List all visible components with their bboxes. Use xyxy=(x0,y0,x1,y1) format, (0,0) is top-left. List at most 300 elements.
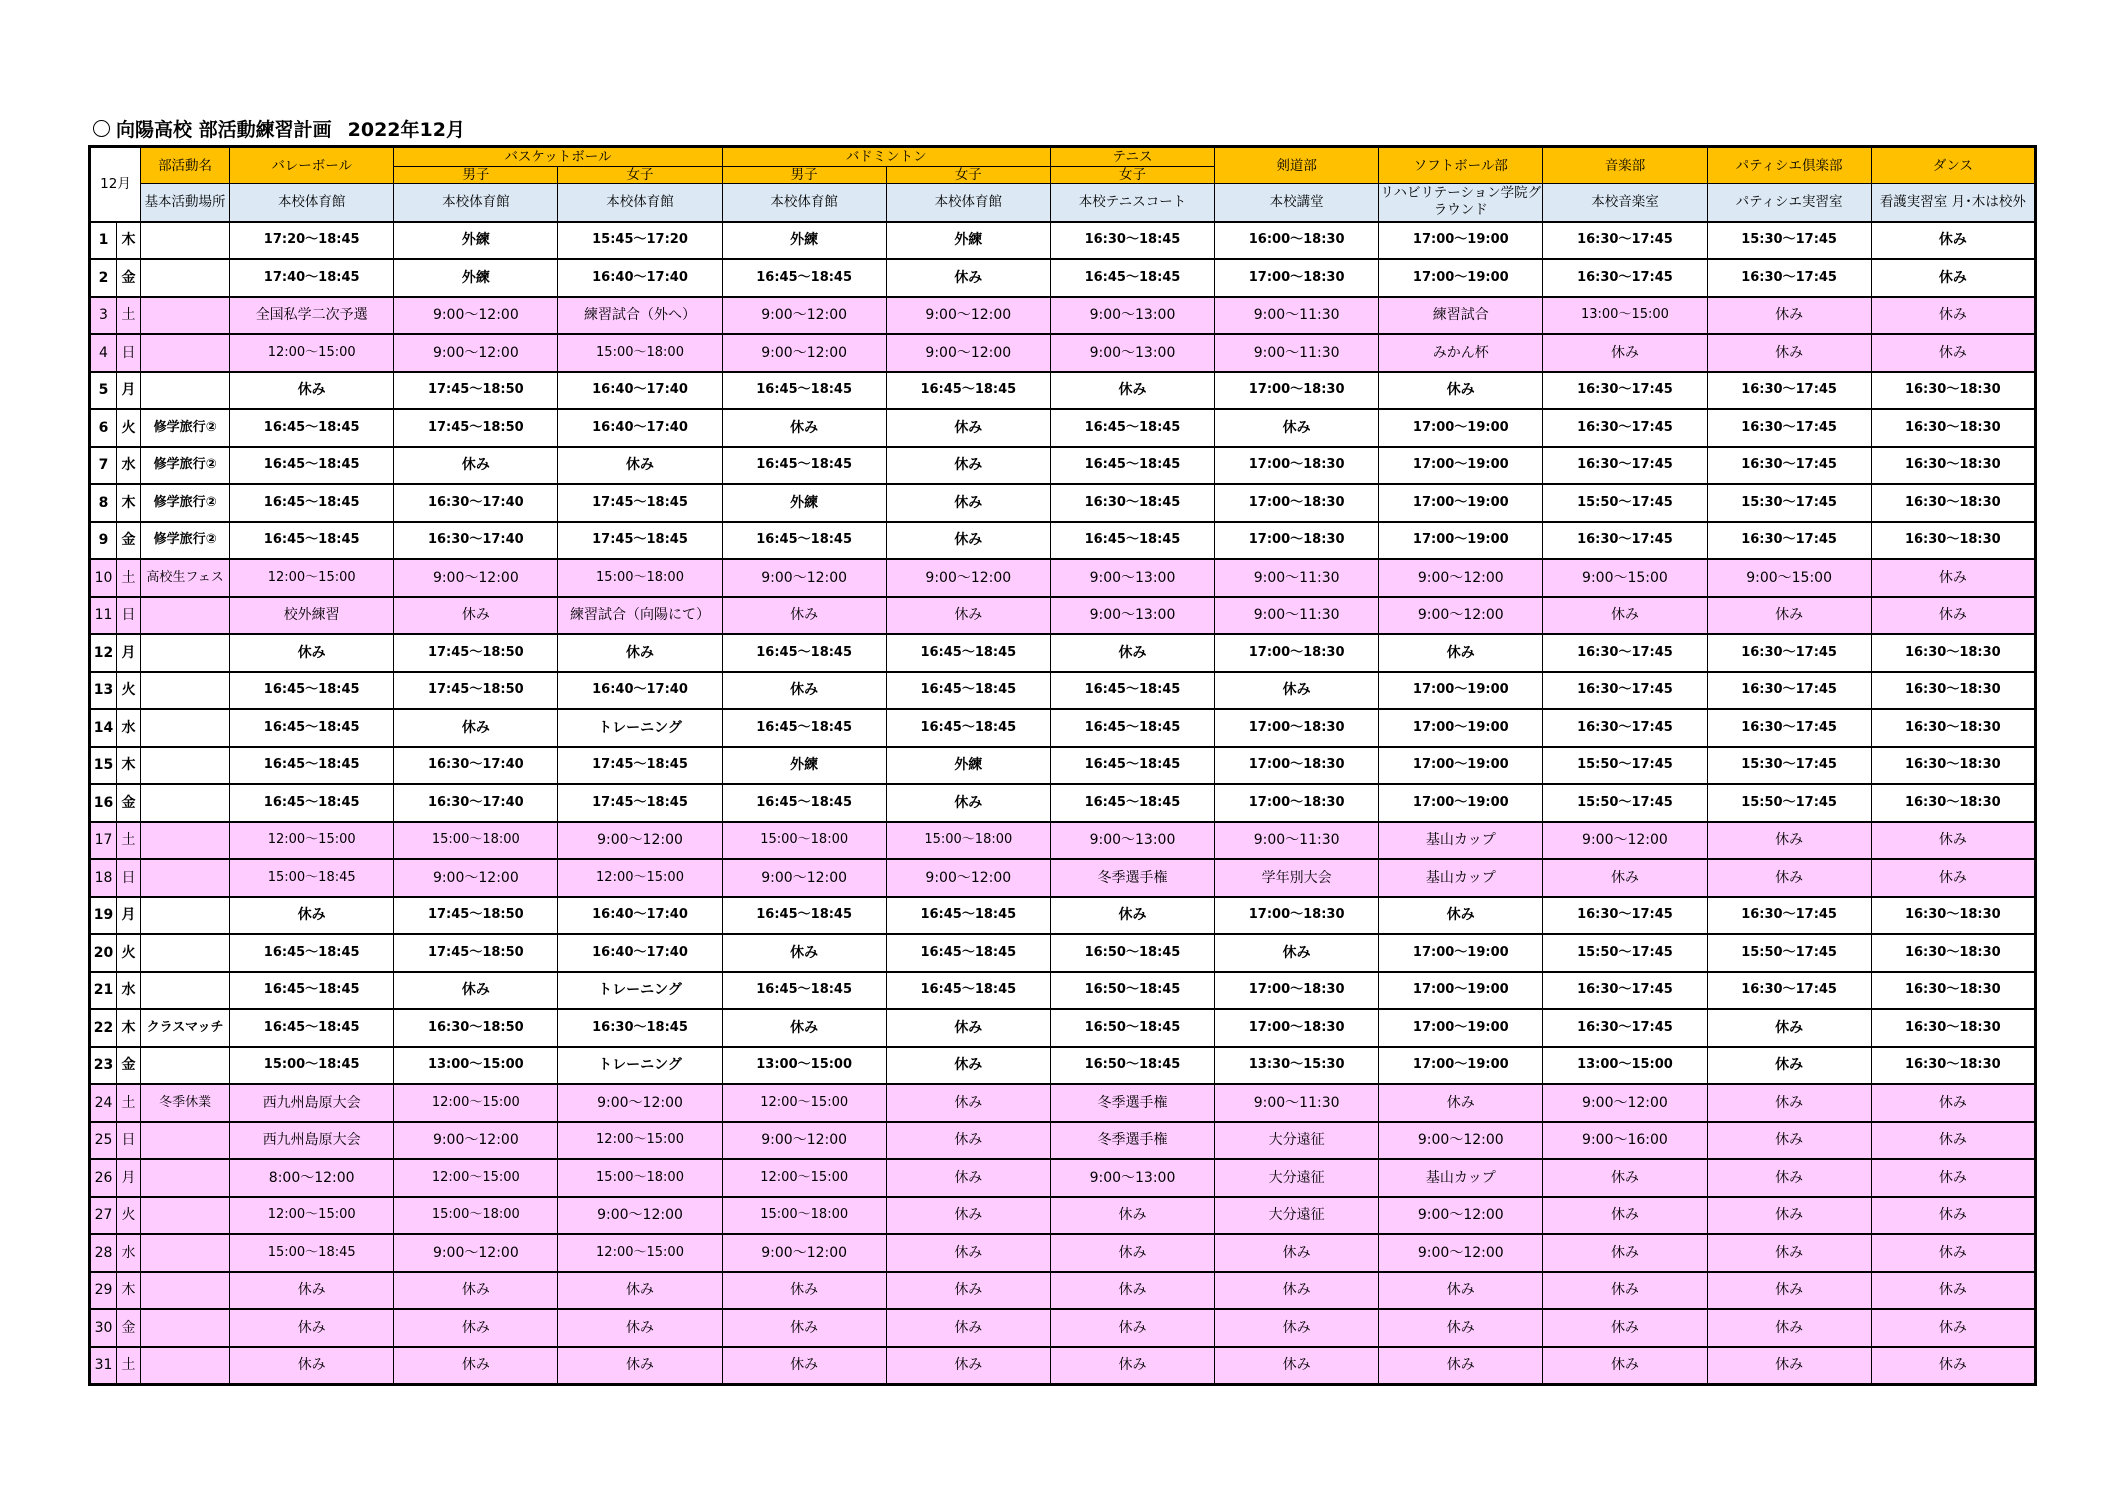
event-cell xyxy=(141,259,230,297)
time-cell: 16:45～18:45 xyxy=(1050,447,1214,485)
schedule-row xyxy=(90,1234,2036,1272)
event-cell xyxy=(141,1309,230,1347)
time-cell: 休み xyxy=(886,784,1050,822)
time-cell: 休み xyxy=(886,484,1050,522)
time-cell: 基山カップ xyxy=(1379,822,1543,860)
schedule-row xyxy=(90,447,2036,485)
time-cell: 12:00～15:00 xyxy=(230,334,394,372)
time-cell: 17:00～19:00 xyxy=(1379,222,1543,260)
time-cell: 休み xyxy=(1543,597,1707,635)
time-cell: 17:00～19:00 xyxy=(1379,409,1543,447)
club-dance: ダンス xyxy=(1871,147,2035,184)
time-cell: 16:50～18:45 xyxy=(1050,1009,1214,1047)
time-cell: 休み xyxy=(1379,372,1543,410)
time-cell: 16:50～18:45 xyxy=(1050,972,1214,1010)
time-cell: 休み xyxy=(1050,1347,1214,1385)
time-cell: 16:45～18:45 xyxy=(886,709,1050,747)
time-cell: 休み xyxy=(558,634,722,672)
time-cell: 17:45～18:45 xyxy=(558,784,722,822)
schedule-row xyxy=(90,409,2036,447)
time-cell: みかん杯 xyxy=(1379,334,1543,372)
weekday-cell: 日 xyxy=(117,859,141,897)
time-cell: 17:45～18:50 xyxy=(394,672,558,710)
time-cell: 休み xyxy=(1050,372,1214,410)
time-cell: 休み xyxy=(1707,1084,1871,1122)
time-cell: 休み xyxy=(1871,222,2035,260)
time-cell: 休み xyxy=(886,1009,1050,1047)
time-cell: 9:00～11:30 xyxy=(1215,559,1379,597)
date-cell: 22 xyxy=(90,1009,117,1047)
time-cell: 16:45～18:45 xyxy=(1050,522,1214,560)
time-cell: 17:00～19:00 xyxy=(1379,709,1543,747)
time-cell: 15:00～18:00 xyxy=(558,559,722,597)
time-cell: 9:00～12:00 xyxy=(722,1122,886,1160)
time-cell: 15:50～17:45 xyxy=(1707,934,1871,972)
time-cell: 9:00～12:00 xyxy=(394,1234,558,1272)
time-cell: 17:00～18:30 xyxy=(1215,972,1379,1010)
time-cell: 15:00～18:00 xyxy=(394,1197,558,1235)
date-cell: 28 xyxy=(90,1234,117,1272)
time-cell: 16:30～18:30 xyxy=(1871,484,2035,522)
time-cell: 9:00～11:30 xyxy=(1215,822,1379,860)
time-cell: 大分遠征 xyxy=(1215,1122,1379,1160)
time-cell: 16:30～17:40 xyxy=(394,484,558,522)
location-cell: 本校音楽室 xyxy=(1543,184,1707,222)
time-cell: 16:45～18:45 xyxy=(230,672,394,710)
time-cell: 16:30～17:45 xyxy=(1543,634,1707,672)
time-cell: 16:30～17:45 xyxy=(1707,672,1871,710)
schedule-row xyxy=(90,634,2036,672)
location-cell: 本校体育館 xyxy=(722,184,886,222)
event-cell xyxy=(141,1122,230,1160)
time-cell: 17:00～19:00 xyxy=(1379,747,1543,785)
time-cell: 16:45～18:45 xyxy=(1050,259,1214,297)
time-cell: 16:30～18:30 xyxy=(1871,709,2035,747)
circle-icon xyxy=(93,120,110,137)
time-cell: 16:45～18:45 xyxy=(722,522,886,560)
event-cell: 修学旅行② xyxy=(141,409,230,447)
time-cell: 9:00～12:00 xyxy=(722,859,886,897)
time-cell: 9:00～12:00 xyxy=(1543,822,1707,860)
weekday-cell: 土 xyxy=(117,297,141,335)
weekday-cell: 水 xyxy=(117,447,141,485)
time-cell: 16:30～18:30 xyxy=(1871,447,2035,485)
schedule-row xyxy=(90,934,2036,972)
time-cell: 17:00～19:00 xyxy=(1379,1047,1543,1085)
time-cell: 12:00～15:00 xyxy=(558,859,722,897)
time-cell: 休み xyxy=(722,409,886,447)
time-cell: 休み xyxy=(1379,1084,1543,1122)
time-cell: 16:30～17:45 xyxy=(1543,259,1707,297)
time-cell: 休み xyxy=(1543,334,1707,372)
time-cell: 17:40～18:45 xyxy=(230,259,394,297)
schedule-row xyxy=(90,1047,2036,1085)
time-cell: 16:30～18:30 xyxy=(1871,897,2035,935)
event-cell xyxy=(141,822,230,860)
document-title xyxy=(93,115,465,145)
time-cell: 9:00～12:00 xyxy=(886,559,1050,597)
time-cell: 休み xyxy=(1707,1122,1871,1160)
time-cell: 15:30～17:45 xyxy=(1707,484,1871,522)
time-cell: 16:30～17:45 xyxy=(1707,372,1871,410)
date-cell: 7 xyxy=(90,447,117,485)
location-cell: 本校体育館 xyxy=(394,184,558,222)
schedule-row xyxy=(90,522,2036,560)
time-cell: 休み xyxy=(1050,897,1214,935)
time-cell: 17:00～18:30 xyxy=(1215,1009,1379,1047)
time-cell: 休み xyxy=(558,1309,722,1347)
time-cell: 12:00～15:00 xyxy=(394,1084,558,1122)
event-cell xyxy=(141,634,230,672)
club-patissier: パティシエ倶楽部 xyxy=(1707,147,1871,184)
time-cell: 休み xyxy=(1707,597,1871,635)
time-cell: 16:30～18:30 xyxy=(1871,1047,2035,1085)
time-cell: 15:00～18:45 xyxy=(230,1234,394,1272)
time-cell: 休み xyxy=(1871,597,2035,635)
time-cell: 休み xyxy=(230,1272,394,1310)
schedule-row xyxy=(90,897,2036,935)
time-cell: 16:30～18:45 xyxy=(1050,222,1214,260)
time-cell: 休み xyxy=(1707,1309,1871,1347)
time-cell: 休み xyxy=(886,1234,1050,1272)
event-cell xyxy=(141,747,230,785)
time-cell: 16:40～17:40 xyxy=(558,372,722,410)
time-cell: 16:30～18:30 xyxy=(1871,747,2035,785)
weekday-cell: 火 xyxy=(117,409,141,447)
event-cell xyxy=(141,972,230,1010)
schedule-row xyxy=(90,972,2036,1010)
time-cell: 休み xyxy=(1379,634,1543,672)
time-cell: 16:00～18:30 xyxy=(1215,222,1379,260)
time-cell: 休み xyxy=(1871,1234,2035,1272)
time-cell: 休み xyxy=(1050,1309,1214,1347)
time-cell: 16:30～17:45 xyxy=(1543,1009,1707,1047)
time-cell: 12:00～15:00 xyxy=(722,1159,886,1197)
time-cell: 休み xyxy=(1871,1122,2035,1160)
location-cell: 本校体育館 xyxy=(230,184,394,222)
date-cell: 3 xyxy=(90,297,117,335)
time-cell: 15:00～18:00 xyxy=(722,1197,886,1235)
time-cell: 16:45～18:45 xyxy=(722,972,886,1010)
time-cell: 休み xyxy=(1215,409,1379,447)
time-cell: 16:45～18:45 xyxy=(230,709,394,747)
event-cell xyxy=(141,1159,230,1197)
weekday-cell: 火 xyxy=(117,934,141,972)
time-cell: 外練 xyxy=(722,747,886,785)
event-cell: 修学旅行② xyxy=(141,522,230,560)
time-cell: 13:00～15:00 xyxy=(1543,1047,1707,1085)
time-cell: 休み xyxy=(1871,559,2035,597)
time-cell: 休み xyxy=(230,634,394,672)
time-cell: 17:45～18:45 xyxy=(558,747,722,785)
date-cell: 23 xyxy=(90,1047,117,1085)
time-cell: 外練 xyxy=(886,222,1050,260)
time-cell: 休み xyxy=(1871,1309,2035,1347)
date-cell: 24 xyxy=(90,1084,117,1122)
time-cell: 全国私学二次予選 xyxy=(230,297,394,335)
location-cell: 本校体育館 xyxy=(886,184,1050,222)
time-cell: 15:00～18:45 xyxy=(230,1047,394,1085)
date-cell: 31 xyxy=(90,1347,117,1385)
time-cell: 16:45～18:45 xyxy=(230,972,394,1010)
weekday-cell: 月 xyxy=(117,1159,141,1197)
time-cell: 休み xyxy=(1215,1234,1379,1272)
time-cell: 17:00～18:30 xyxy=(1215,522,1379,560)
time-cell: 休み xyxy=(394,447,558,485)
time-cell: 9:00～12:00 xyxy=(394,859,558,897)
time-cell: 休み xyxy=(1707,1234,1871,1272)
time-cell: 9:00～12:00 xyxy=(394,334,558,372)
time-cell: 16:45～18:45 xyxy=(1050,672,1214,710)
time-cell: 16:45～18:45 xyxy=(886,634,1050,672)
event-cell: 冬季休業 xyxy=(141,1084,230,1122)
weekday-cell: 水 xyxy=(117,1234,141,1272)
time-cell: 15:50～17:45 xyxy=(1543,784,1707,822)
time-cell: 休み xyxy=(1871,1272,2035,1310)
date-cell: 4 xyxy=(90,334,117,372)
time-cell: 9:00～13:00 xyxy=(1050,822,1214,860)
time-cell: 冬季選手権 xyxy=(1050,1122,1214,1160)
weekday-cell: 水 xyxy=(117,972,141,1010)
time-cell: 休み xyxy=(1871,259,2035,297)
time-cell: 練習試合（外へ） xyxy=(558,297,722,335)
time-cell: 16:45～18:45 xyxy=(722,372,886,410)
time-cell: 13:30～15:30 xyxy=(1215,1047,1379,1085)
weekday-cell: 月 xyxy=(117,372,141,410)
time-cell: 9:00～12:00 xyxy=(886,297,1050,335)
time-cell: 12:00～15:00 xyxy=(394,1159,558,1197)
time-cell: 12:00～15:00 xyxy=(230,822,394,860)
time-cell: トレーニング xyxy=(558,709,722,747)
time-cell: 9:00～12:00 xyxy=(1543,1084,1707,1122)
event-cell xyxy=(141,1272,230,1310)
weekday-cell: 水 xyxy=(117,709,141,747)
time-cell: 休み xyxy=(394,709,558,747)
time-cell: 休み xyxy=(558,447,722,485)
time-cell: 9:00～12:00 xyxy=(1379,597,1543,635)
time-cell: 17:00～19:00 xyxy=(1379,972,1543,1010)
time-cell: 9:00～12:00 xyxy=(722,334,886,372)
time-cell: 16:30～17:45 xyxy=(1543,709,1707,747)
schedule-row xyxy=(90,747,2036,785)
time-cell: 休み xyxy=(1215,1347,1379,1385)
time-cell: 16:45～18:45 xyxy=(886,934,1050,972)
event-cell xyxy=(141,859,230,897)
title-school: 向陽高校 部活動練習計画 xyxy=(116,119,332,141)
time-cell: 17:45～18:50 xyxy=(394,897,558,935)
time-cell: 17:00～19:00 xyxy=(1379,934,1543,972)
time-cell: 休み xyxy=(1543,1197,1707,1235)
time-cell: 17:00～18:30 xyxy=(1215,897,1379,935)
time-cell: 9:00～12:00 xyxy=(558,1197,722,1235)
time-cell: 休み xyxy=(1707,334,1871,372)
time-cell: 16:30～17:45 xyxy=(1707,409,1871,447)
time-cell: 休み xyxy=(1543,1272,1707,1310)
time-cell: 16:45～18:45 xyxy=(886,972,1050,1010)
club-kendo: 剣道部 xyxy=(1215,147,1379,184)
time-cell: 16:30～17:45 xyxy=(1707,972,1871,1010)
event-cell: クラスマッチ xyxy=(141,1009,230,1047)
time-cell: 15:45～17:20 xyxy=(558,222,722,260)
time-cell: 休み xyxy=(1707,1009,1871,1047)
time-cell: 休み xyxy=(1050,1234,1214,1272)
time-cell: 休み xyxy=(886,447,1050,485)
schedule-row xyxy=(90,259,2036,297)
time-cell: 17:00～18:30 xyxy=(1215,259,1379,297)
time-cell: 16:45～18:45 xyxy=(230,447,394,485)
event-cell: 高校生フェス xyxy=(141,559,230,597)
practice-schedule-table xyxy=(88,145,2037,1386)
date-cell: 9 xyxy=(90,522,117,560)
time-cell: 16:45～18:45 xyxy=(1050,784,1214,822)
time-cell: 12:00～15:00 xyxy=(230,559,394,597)
time-cell: 13:00～15:00 xyxy=(722,1047,886,1085)
schedule-row xyxy=(90,1197,2036,1235)
weekday-cell: 月 xyxy=(117,897,141,935)
event-cell xyxy=(141,672,230,710)
weekday-cell: 金 xyxy=(117,1047,141,1085)
time-cell: 休み xyxy=(1215,672,1379,710)
time-cell: 9:00～12:00 xyxy=(558,822,722,860)
weekday-cell: 月 xyxy=(117,634,141,672)
date-cell: 19 xyxy=(90,897,117,935)
time-cell: 17:00～19:00 xyxy=(1379,522,1543,560)
event-cell xyxy=(141,709,230,747)
time-cell: 休み xyxy=(1707,297,1871,335)
time-cell: 16:30～18:30 xyxy=(1871,1009,2035,1047)
time-cell: 9:00～11:30 xyxy=(1215,334,1379,372)
date-cell: 29 xyxy=(90,1272,117,1310)
time-cell: 17:00～18:30 xyxy=(1215,372,1379,410)
time-cell: 休み xyxy=(230,1347,394,1385)
time-cell: 17:45～18:50 xyxy=(394,934,558,972)
time-cell: 16:45～18:45 xyxy=(230,934,394,972)
time-cell: 17:00～19:00 xyxy=(1379,259,1543,297)
schedule-row xyxy=(90,222,2036,260)
time-cell: 16:45～18:45 xyxy=(230,747,394,785)
weekday-cell: 金 xyxy=(117,1309,141,1347)
schedule-row xyxy=(90,1159,2036,1197)
date-cell: 30 xyxy=(90,1309,117,1347)
date-cell: 21 xyxy=(90,972,117,1010)
time-cell: 練習試合 xyxy=(1379,297,1543,335)
badminton-boys: 男子 xyxy=(722,167,886,184)
time-cell: 休み xyxy=(1215,1309,1379,1347)
weekday-cell: 日 xyxy=(117,1122,141,1160)
club-basketball: バスケットボール xyxy=(394,147,722,167)
time-cell: 休み xyxy=(1871,859,2035,897)
time-cell: 冬季選手権 xyxy=(1050,1084,1214,1122)
time-cell: 17:00～18:30 xyxy=(1215,784,1379,822)
time-cell: 休み xyxy=(1543,1159,1707,1197)
time-cell: 休み xyxy=(1050,634,1214,672)
time-cell: 休み xyxy=(1543,1234,1707,1272)
time-cell: 16:40～17:40 xyxy=(558,897,722,935)
time-cell: 9:00～12:00 xyxy=(1379,559,1543,597)
time-cell: 16:30～18:30 xyxy=(1871,972,2035,1010)
time-cell: 休み xyxy=(394,972,558,1010)
time-cell: 16:30～17:45 xyxy=(1543,897,1707,935)
time-cell: 校外練習 xyxy=(230,597,394,635)
time-cell: 16:30～18:30 xyxy=(1871,934,2035,972)
time-cell: 休み xyxy=(394,1309,558,1347)
time-cell: 休み xyxy=(886,1309,1050,1347)
time-cell: 13:00～15:00 xyxy=(394,1047,558,1085)
time-cell: 16:30～18:45 xyxy=(558,1009,722,1047)
time-cell: 15:00～18:00 xyxy=(722,822,886,860)
time-cell: 9:00～15:00 xyxy=(1543,559,1707,597)
time-cell: 16:30～18:30 xyxy=(1871,409,2035,447)
time-cell: 休み xyxy=(1543,1309,1707,1347)
time-cell: 休み xyxy=(1543,859,1707,897)
time-cell: 16:45～18:45 xyxy=(230,1009,394,1047)
time-cell: 休み xyxy=(230,897,394,935)
time-cell: 16:40～17:40 xyxy=(558,259,722,297)
time-cell: 16:45～18:45 xyxy=(886,672,1050,710)
time-cell: 外練 xyxy=(394,222,558,260)
weekday-cell: 金 xyxy=(117,259,141,297)
date-cell: 16 xyxy=(90,784,117,822)
time-cell: 休み xyxy=(1707,1159,1871,1197)
event-cell xyxy=(141,934,230,972)
time-cell: 16:30～17:45 xyxy=(1543,672,1707,710)
time-cell: 16:30～17:45 xyxy=(1543,447,1707,485)
time-cell: 休み xyxy=(722,1272,886,1310)
time-cell: 休み xyxy=(886,522,1050,560)
time-cell: トレーニング xyxy=(558,972,722,1010)
event-cell xyxy=(141,784,230,822)
schedule-row xyxy=(90,859,2036,897)
schedule-row xyxy=(90,672,2036,710)
time-cell: 16:30～17:40 xyxy=(394,747,558,785)
date-cell: 8 xyxy=(90,484,117,522)
time-cell: 16:30～17:45 xyxy=(1707,447,1871,485)
time-cell: 16:30～17:45 xyxy=(1543,522,1707,560)
time-cell: 15:00～18:00 xyxy=(886,822,1050,860)
schedule-row xyxy=(90,1009,2036,1047)
event-cell xyxy=(141,222,230,260)
club-badminton: バドミントン xyxy=(722,147,1050,167)
time-cell: 休み xyxy=(886,1047,1050,1085)
time-cell: 16:30～18:45 xyxy=(1050,484,1214,522)
time-cell: 9:00～12:00 xyxy=(558,1084,722,1122)
time-cell: 休み xyxy=(722,1347,886,1385)
time-cell: 休み xyxy=(1215,1272,1379,1310)
event-cell xyxy=(141,597,230,635)
time-cell: 休み xyxy=(722,934,886,972)
time-cell: 9:00～13:00 xyxy=(1050,559,1214,597)
time-cell: 16:50～18:45 xyxy=(1050,1047,1214,1085)
time-cell: 16:45～18:45 xyxy=(886,372,1050,410)
time-cell: 16:30～17:45 xyxy=(1707,897,1871,935)
time-cell: 16:30～18:30 xyxy=(1871,522,2035,560)
time-cell: 休み xyxy=(394,597,558,635)
time-cell: 16:30～17:40 xyxy=(394,784,558,822)
club-tennis: テニス xyxy=(1050,147,1214,167)
event-cell xyxy=(141,297,230,335)
time-cell: 17:00～19:00 xyxy=(1379,484,1543,522)
time-cell: 休み xyxy=(1379,1272,1543,1310)
time-cell: 休み xyxy=(886,1084,1050,1122)
time-cell: 9:00～12:00 xyxy=(1379,1122,1543,1160)
time-cell: 16:45～18:45 xyxy=(722,634,886,672)
time-cell: 15:50～17:45 xyxy=(1707,784,1871,822)
time-cell: 16:30～17:45 xyxy=(1543,972,1707,1010)
time-cell: 16:30～18:30 xyxy=(1871,672,2035,710)
time-cell: 16:30～18:50 xyxy=(394,1009,558,1047)
time-cell: 休み xyxy=(394,1347,558,1385)
date-cell: 1 xyxy=(90,222,117,260)
